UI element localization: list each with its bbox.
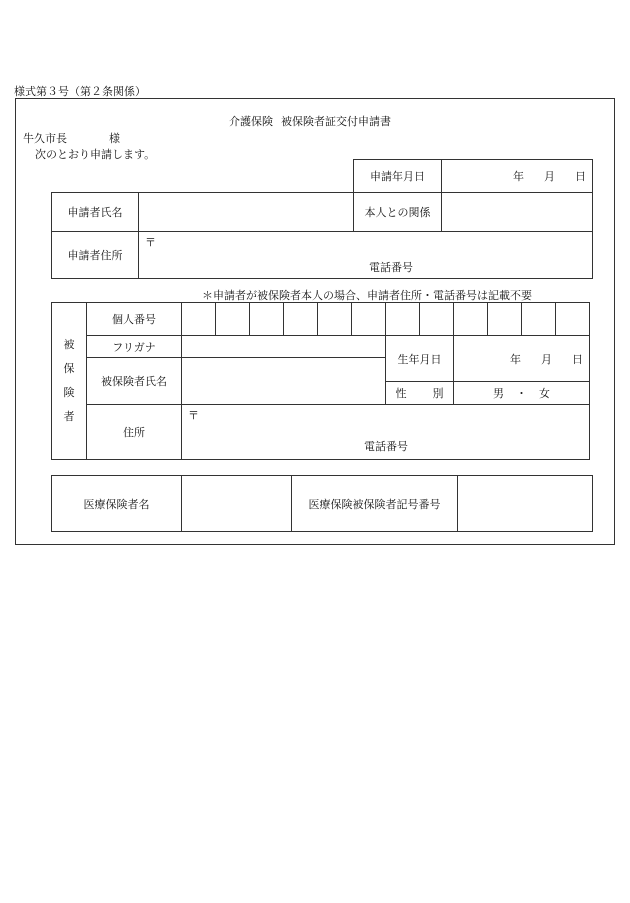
sex-field[interactable]: 男 ・ 女 [454,382,590,405]
personal-number-digit[interactable] [216,303,250,336]
applicant-name-field[interactable] [139,193,354,232]
insured-name-field[interactable] [182,358,386,405]
applicant-phone-label: 電話番号 [369,261,413,274]
application-date-table [353,159,593,193]
birth-date-label: 生年月日 [386,336,454,382]
personal-number-label: 個人番号 [87,303,182,336]
personal-number-digit[interactable] [318,303,352,336]
relation-field[interactable] [442,193,593,232]
medical-symbol-field[interactable] [458,476,593,532]
addressee: 牛久市長 様 [23,132,120,145]
application-date-label: 申請年月日 [354,160,442,193]
insured-name-label: 被保険者氏名 [87,358,182,405]
medical-symbol-label: 医療保険被保険者記号番号 [292,476,458,532]
applicant-table [51,192,593,279]
furigana-label: フリガナ [87,336,182,358]
applicant-address-field[interactable] [139,232,593,279]
intro-text: 次のとおり申請します。 [35,148,156,161]
applicant-address-label: 申請者住所 [52,232,139,279]
insured-group-label: 被 保 険 者 [52,303,87,460]
personal-number-digit[interactable] [182,303,216,336]
insured-phone-label: 電話番号 [364,440,408,453]
personal-number-digit[interactable] [284,303,318,336]
form-number: 様式第３号（第２条関係） [14,85,146,98]
insured-table [51,302,590,460]
personal-number-digit[interactable] [420,303,454,336]
application-form [15,98,615,545]
relation-label: 本人との関係 [354,193,442,232]
form-title: 介護保険 被保険者証交付申請書 [229,115,391,128]
insured-address-field[interactable] [182,405,590,460]
postal-mark: 〒 [188,409,199,422]
sex-label: 性 別 [386,382,454,405]
female-option[interactable]: 女 [539,387,550,400]
medical-insurer-field[interactable] [182,476,292,532]
birth-date-field[interactable]: 年 月 日 [454,336,590,382]
personal-number-digit[interactable] [352,303,386,336]
insured-address-label: 住所 [87,405,182,460]
personal-number-digit[interactable] [454,303,488,336]
personal-number-digit[interactable] [250,303,284,336]
furigana-field[interactable] [182,336,386,358]
personal-number-digit[interactable] [386,303,420,336]
applicant-name-label: 申請者氏名 [52,193,139,232]
personal-number-digit[interactable] [556,303,590,336]
medical-insurance-table [51,475,593,532]
personal-number-digit[interactable] [522,303,556,336]
male-option[interactable]: 男 [493,387,504,400]
application-date-field[interactable]: 年 月 日 [442,160,593,193]
postal-mark: 〒 [145,236,156,249]
personal-number-digit[interactable] [488,303,522,336]
medical-insurer-label: 医療保険者名 [52,476,182,532]
note-text: ＊申請者が被保険者本人の場合、申請者住所・電話番号は記載不要 [202,289,532,302]
